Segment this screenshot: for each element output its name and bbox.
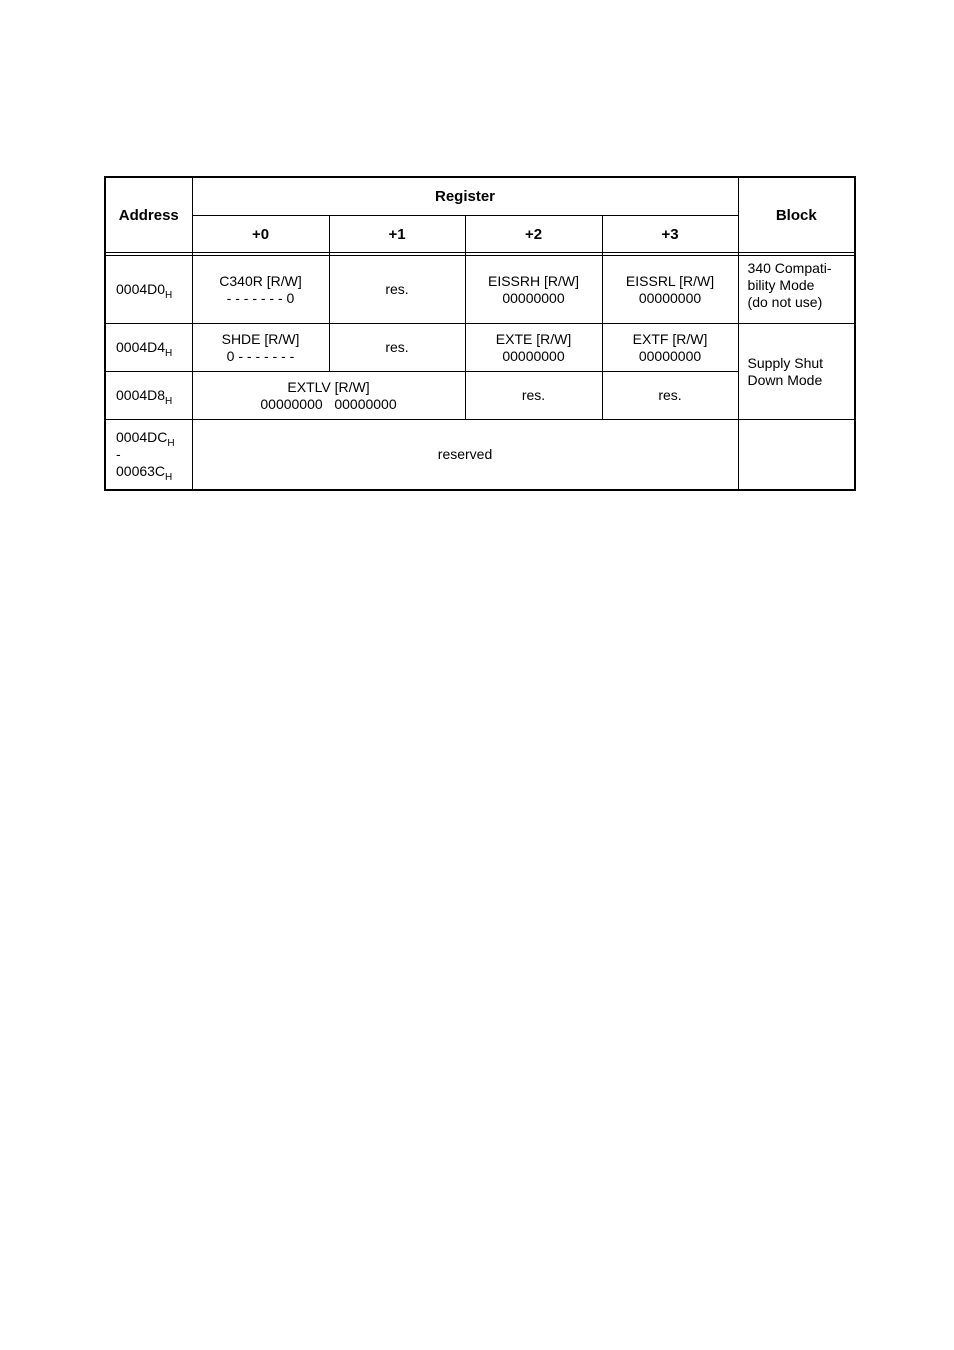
register-cell <box>465 324 602 372</box>
register-cell <box>602 324 738 372</box>
header-row-1 <box>105 177 855 216</box>
register-bits: 00000000 00000000 <box>260 395 397 412</box>
address-value: 0004D8 <box>116 387 166 403</box>
block-line: Down Mode <box>747 371 823 388</box>
offset-header-3: +3 <box>602 216 738 253</box>
register-map-table-wrapper <box>104 176 856 491</box>
register-cell <box>465 256 602 324</box>
register-name: SHDE [R/W] <box>221 330 300 347</box>
register-bits: - - - - - - - 0 <box>226 289 295 306</box>
block-line: Supply Shut <box>747 354 824 371</box>
address-range-cell <box>105 420 192 491</box>
register-cell <box>602 372 738 420</box>
address-cell <box>105 256 192 324</box>
address-cell <box>105 372 192 420</box>
address-suffix: H <box>165 348 173 359</box>
register-name: EXTF [R/W] <box>632 330 708 347</box>
address-range-separator: - <box>116 446 121 462</box>
address-range-start: $0004DC_H$ <box>116 429 175 449</box>
address-suffix: H <box>165 290 173 301</box>
block-line: bility Mode <box>747 277 815 293</box>
block-header: Block <box>738 177 855 253</box>
register-cell <box>192 372 465 420</box>
register-name: EISSRL [R/W] <box>625 272 715 289</box>
address-cell <box>105 324 192 372</box>
register-bits: 00000000 <box>502 347 565 364</box>
offset-header-2: +2 <box>465 216 602 253</box>
register-name: res. <box>385 339 409 355</box>
block-cell <box>738 324 855 420</box>
register-name: res. <box>521 387 546 403</box>
register-bits: 0 - - - - - - - <box>226 347 295 364</box>
block-cell <box>738 256 855 324</box>
table-row <box>105 324 855 372</box>
register-name: C340R [R/W] <box>219 272 302 289</box>
address-range-end: $00063C_H$ <box>116 463 173 483</box>
register-bits: 00000000 <box>638 347 702 364</box>
address-suffix: H <box>165 396 173 407</box>
register-name: res. <box>385 281 409 297</box>
register-header: Register <box>192 177 738 216</box>
register-name: EXTE [R/W] <box>495 330 572 347</box>
register-bits: 00000000 <box>502 289 565 306</box>
register-cell <box>329 324 465 372</box>
offset-header-0: +0 <box>192 216 329 253</box>
address-header: Address <box>105 177 192 253</box>
register-name: reserved <box>437 446 493 462</box>
offset-header-1: +1 <box>329 216 465 253</box>
table-row <box>105 420 855 491</box>
register-name: EXTLV [R/W] <box>287 378 370 395</box>
block-cell <box>738 420 855 491</box>
register-cell <box>602 256 738 324</box>
register-cell <box>192 256 329 324</box>
block-line: 340 Compati- <box>747 260 832 276</box>
block-line: (do not use) <box>747 294 823 310</box>
register-cell <box>465 372 602 420</box>
table-row <box>105 256 855 324</box>
register-name: EISSRH [R/W] <box>487 272 579 289</box>
register-name: res. <box>658 387 682 403</box>
register-cell <box>192 420 738 491</box>
register-cell <box>329 256 465 324</box>
register-map-table <box>104 176 856 491</box>
address-value: 0004D0 <box>116 281 166 297</box>
register-cell <box>192 324 329 372</box>
register-bits: 00000000 <box>638 289 702 306</box>
address-value: 0004D4 <box>116 339 166 355</box>
